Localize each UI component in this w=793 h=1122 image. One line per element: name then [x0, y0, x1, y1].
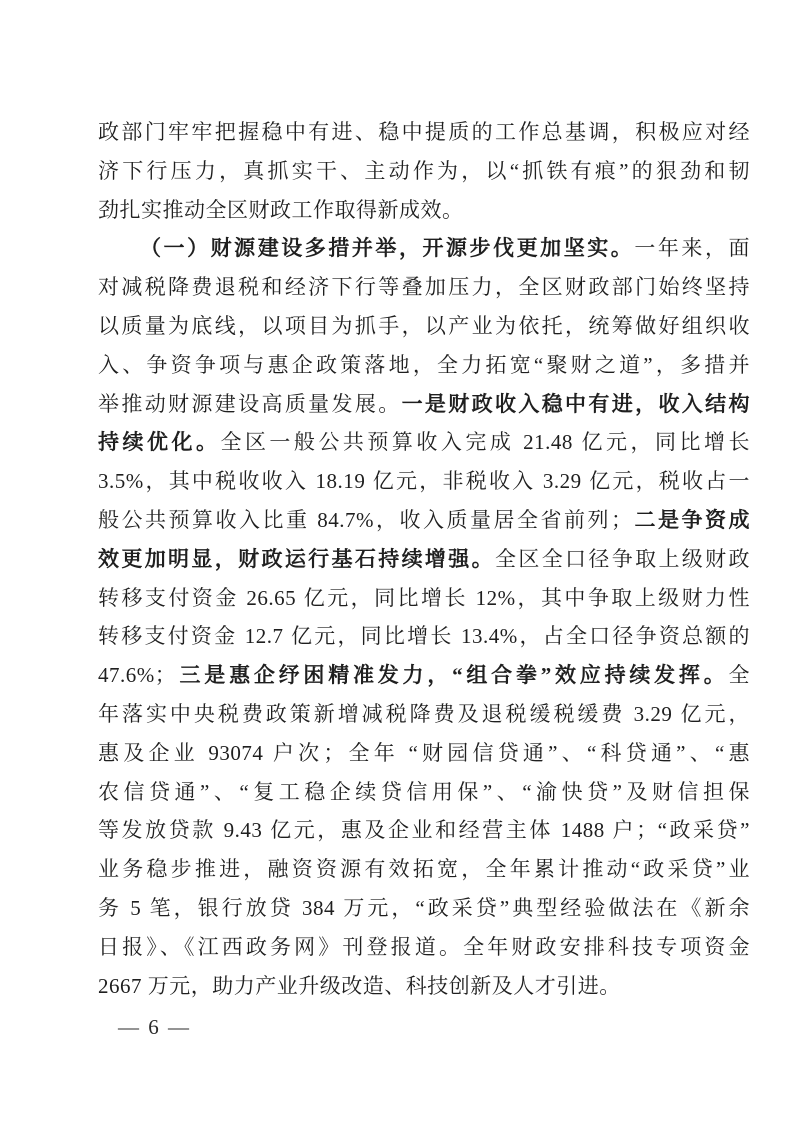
- body-text: 入、争资争项与惠企政策落地，全力拓宽“聚财之道”，多措并: [98, 352, 750, 377]
- body-text: 惠及企业 93074 户次；全年 “财园信贷通”、“科贷通”、“惠: [98, 740, 750, 765]
- text-line: [98, 385, 750, 424]
- text-line: [98, 579, 750, 618]
- text-line: [98, 307, 750, 346]
- body-text: 全区一般公共预算收入完成 21.48 亿元，同比增长: [220, 430, 751, 455]
- text-line: [98, 617, 750, 656]
- body-text: 济下行压力，真抓实干、主动作为，以“抓铁有痕”的狠劲和韧: [98, 158, 750, 183]
- body-text: 年落实中央税费政策新增减税降费及退税缓税缓费 3.29 亿元，: [98, 701, 750, 726]
- body-text: 政部门牢牢把握稳中有进、稳中提质的工作总基调，积极应对经: [98, 120, 750, 144]
- text-line: [98, 850, 750, 889]
- body-text: 3.5%，其中税收收入 18.19 亿元，非税收入 3.29 亿元，税收占一: [98, 469, 750, 494]
- text-line: [98, 695, 750, 734]
- body-text: 等发放贷款 9.43 亿元，惠及企业和经营主体 1488 户；“政采贷”: [98, 818, 750, 843]
- emphasis-text: 三是惠企纾困精准发力，“组合拳”效应持续发挥。: [176, 663, 729, 688]
- text-line: [98, 423, 750, 462]
- emphasis-text: 一是财政收入稳中有进，收入结构: [401, 391, 751, 416]
- text-line: [98, 501, 750, 540]
- body-text: 转移支付资金 26.65 亿元，同比增长 12%，其中争取上级财力性: [98, 585, 750, 610]
- emphasis-text: （一）财源建设多措并举，开源步伐更加坚实。: [140, 236, 635, 261]
- text-line: [98, 152, 750, 191]
- body-text: 47.6%；: [98, 663, 177, 688]
- body-text: 业务稳步推进，融资资源有效拓宽，全年累计推动“政采贷”业: [98, 857, 750, 882]
- text-line: [98, 656, 750, 695]
- body-text: 全区全口径争取上级财政: [494, 546, 751, 571]
- text-line: [98, 191, 750, 230]
- text-line: [98, 229, 750, 268]
- body-text: 农信贷通”、“复工稳企续贷信用保”、“渝快贷”及财信担保: [98, 779, 750, 804]
- text-line: [98, 967, 750, 1006]
- body-text: 务 5 笔，银行放贷 384 万元，“政采贷”典型经验做法在《新余: [98, 895, 750, 920]
- text-line: [98, 113, 750, 152]
- text-block: [98, 113, 750, 1005]
- body-text: 转移支付资金 12.7 亿元，同比增长 13.4%，占全口径争资总额的: [98, 624, 750, 649]
- text-line: [98, 268, 750, 307]
- text-line: [98, 734, 750, 773]
- text-line: [98, 811, 750, 850]
- body-text: 以质量为底线，以项目为抓手，以产业为依托，统筹做好组织收: [98, 313, 750, 338]
- emphasis-text: 持续优化。: [98, 430, 221, 455]
- body-text: 一年来，面: [634, 236, 751, 261]
- body-text: 全: [728, 663, 750, 688]
- body-text: 般公共预算收入比重 84.7%，收入质量居全省前列；: [98, 507, 633, 532]
- emphasis-text: 效更加明显，财政运行基石持续增强。: [98, 546, 495, 571]
- text-line: [98, 540, 750, 579]
- text-line: [98, 462, 750, 501]
- body-text: 劲扎实推动全区财政工作取得新成效。: [98, 197, 464, 222]
- body-text: 举推动财源建设高质量发展。: [98, 391, 402, 416]
- body-text: 日报》、《江西政务网》刊登报道。全年财政安排科技专项资金: [98, 934, 750, 959]
- emphasis-text: 二是争资成: [632, 507, 750, 532]
- page-number: — 6 —: [118, 1015, 191, 1039]
- text-line: [98, 346, 750, 385]
- text-line: [98, 889, 750, 928]
- body-text: 2667 万元，助力产业升级改造、科技创新及人才引进。: [98, 973, 621, 998]
- body-text: 对减税降费退税和经济下行等叠加压力，全区财政部门始终坚持: [98, 275, 750, 300]
- text-line: [98, 928, 750, 967]
- text-line: [98, 773, 750, 812]
